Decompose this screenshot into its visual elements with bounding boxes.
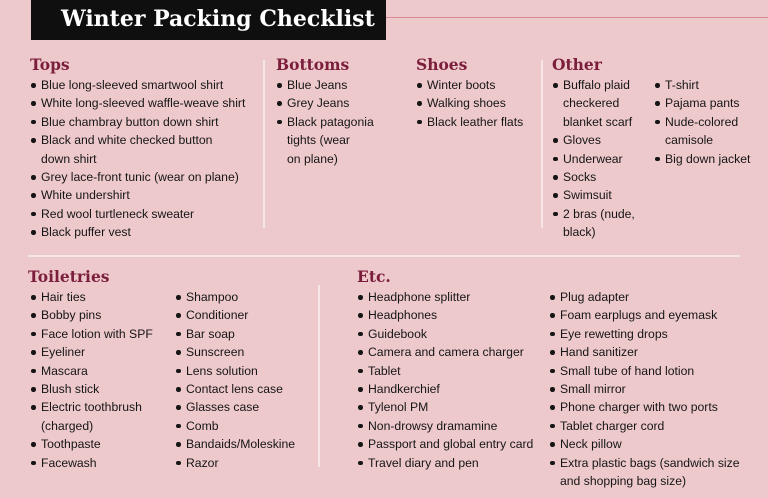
checklist-item-text: Shampoo xyxy=(186,290,239,304)
checklist-item xyxy=(276,113,374,168)
checklist-item-text: Eye rewetting drops xyxy=(560,326,668,341)
checklist-item-text: Bandaids/Moleskine xyxy=(186,437,296,452)
checklist-item xyxy=(654,113,750,150)
checklist-item xyxy=(276,76,374,94)
checklist-item xyxy=(549,343,740,361)
checklist-item xyxy=(30,288,153,306)
checklist-item xyxy=(175,362,295,380)
checklist-item-text: Black puffer vest xyxy=(41,225,131,240)
checklist-item-text: Comb xyxy=(186,418,219,433)
checklist-item-text: Gloves xyxy=(563,133,601,148)
checklist-item xyxy=(549,380,740,398)
checklist-item xyxy=(552,150,635,168)
bottoms-section xyxy=(276,54,374,168)
checklist-item-text: Pajama pants xyxy=(665,96,740,111)
checklist-item xyxy=(549,288,740,306)
etc-list-col2 xyxy=(549,288,740,490)
shoes-section xyxy=(416,54,523,131)
checklist-item xyxy=(552,205,635,242)
checklist-item xyxy=(357,362,533,380)
checklist-item xyxy=(416,113,523,131)
checklist-item-text: Glasses case xyxy=(186,400,260,415)
checklist-item-text: Buffalo plaid xyxy=(563,78,630,92)
checklist-item-text: Small tube of hand lotion xyxy=(560,363,695,378)
checklist-item-text: Swimsuit xyxy=(563,188,612,203)
checklist-item xyxy=(30,306,153,324)
checklist-item-text: Blush stick xyxy=(41,382,100,397)
other-heading: Other xyxy=(552,55,602,74)
checklist-item-text: black) xyxy=(563,225,596,240)
column-divider-3 xyxy=(318,285,320,467)
checklist-item-text: Passport and global entry card xyxy=(368,437,534,452)
checklist-item-text: and shopping bag size) xyxy=(560,474,687,489)
bottoms-heading: Bottoms xyxy=(276,55,350,74)
checklist-item xyxy=(549,306,740,324)
checklist-item-text: Handkerchief xyxy=(368,382,440,397)
checklist-item-text: Camera and camera charger xyxy=(368,345,524,360)
checklist-item-text: Grey lace-front tunic (wear on plane) xyxy=(41,170,239,185)
checklist-item xyxy=(654,150,750,168)
etc-heading: Etc. xyxy=(357,267,391,286)
checklist-item xyxy=(552,76,635,131)
checklist-item-text: Bar soap xyxy=(186,326,235,341)
checklist-item-text: Lens solution xyxy=(186,363,258,378)
checklist-item-text: Toothpaste xyxy=(41,437,101,452)
checklist-item xyxy=(30,131,245,168)
checklist-item-text: Hair ties xyxy=(41,290,86,304)
checklist-item-text: Face lotion with SPF xyxy=(41,326,153,341)
header-divider xyxy=(386,17,768,18)
checklist-item xyxy=(357,454,533,472)
checklist-item-text: Headphone splitter xyxy=(368,290,471,304)
section-divider xyxy=(28,255,740,257)
checklist-item-text: Non-drowsy dramamine xyxy=(368,418,498,433)
checklist-item xyxy=(30,205,245,223)
checklist-item-text: Walking shoes xyxy=(427,96,506,111)
checklist-item-text: Socks xyxy=(563,170,597,185)
checklist-item xyxy=(30,168,245,186)
etc-section xyxy=(357,266,740,489)
checklist-item xyxy=(175,435,295,453)
checklist-item xyxy=(175,454,295,472)
checklist-item-text: Tablet xyxy=(368,363,401,378)
checklist-item-text: Hand sanitizer xyxy=(560,345,638,360)
checklist-item-text: Red wool turtleneck sweater xyxy=(41,206,195,221)
checklist-item-text: White undershirt xyxy=(41,188,130,203)
checklist-item-text: Extra plastic bags (sandwich size xyxy=(560,455,740,470)
checklist-item-text: Headphones xyxy=(368,308,438,323)
checklist-item xyxy=(357,306,533,324)
shoes-list xyxy=(416,76,523,131)
checklist-item-text: Bobby pins xyxy=(41,308,102,323)
checklist-item-text: checkered xyxy=(563,96,620,111)
tops-heading: Tops xyxy=(30,55,70,74)
checklist-item-text: Nude-colored xyxy=(665,114,739,129)
checklist-item-text: Phone charger with two ports xyxy=(560,400,718,415)
checklist-item-text: Small mirror xyxy=(560,382,626,397)
checklist-item-text: Guidebook xyxy=(368,326,427,341)
checklist-item xyxy=(552,131,635,149)
checklist-item xyxy=(416,94,523,112)
toiletries-list-col2 xyxy=(175,288,295,472)
checklist-item xyxy=(30,186,245,204)
checklist-item-text: blanket scarf xyxy=(563,114,633,129)
checklist-item-text: Facewash xyxy=(41,455,97,470)
checklist-item-text: Tylenol PM xyxy=(368,400,429,415)
checklist-item xyxy=(30,76,245,94)
toiletries-heading: Toiletries xyxy=(28,267,110,286)
checklist-item xyxy=(175,343,295,361)
other-list-col1 xyxy=(552,76,635,242)
toiletries-list-col1 xyxy=(30,288,153,472)
checklist-item xyxy=(30,454,153,472)
checklist-item-text: camisole xyxy=(665,133,714,148)
checklist-item-text: Winter boots xyxy=(427,78,496,92)
checklist-item-text: Tablet charger cord xyxy=(560,418,665,433)
checklist-item xyxy=(416,76,523,94)
column-divider-1 xyxy=(263,60,265,228)
checklist-item xyxy=(30,325,153,343)
checklist-item xyxy=(276,94,374,112)
checklist-item-text: Black leather flats xyxy=(427,114,524,129)
other-list-col2 xyxy=(654,76,750,168)
checklist-item-text: T-shirt xyxy=(665,78,699,92)
checklist-item-text: Travel diary and pen xyxy=(368,455,479,470)
checklist-item xyxy=(549,325,740,343)
etc-list-col1 xyxy=(357,288,533,472)
checklist-item xyxy=(30,113,245,131)
checklist-item xyxy=(175,325,295,343)
checklist-item-text: Underwear xyxy=(563,151,623,166)
checklist-item xyxy=(549,398,740,416)
checklist-item-text: Plug adapter xyxy=(560,290,630,304)
checklist-item-text: Sunscreen xyxy=(186,345,245,360)
checklist-item xyxy=(175,417,295,435)
checklist-item xyxy=(552,186,635,204)
checklist-item-text: Black patagonia xyxy=(287,114,374,129)
checklist-item xyxy=(30,398,153,435)
checklist-item xyxy=(357,325,533,343)
checklist-item xyxy=(549,362,740,380)
checklist-item xyxy=(654,76,750,94)
checklist-item xyxy=(30,435,153,453)
checklist-item-text: Contact lens case xyxy=(186,382,283,397)
checklist-item xyxy=(30,343,153,361)
other-section xyxy=(552,54,751,240)
shoes-heading: Shoes xyxy=(416,55,468,74)
checklist-item xyxy=(357,398,533,416)
checklist-item-text: Foam earplugs and eyemask xyxy=(560,308,718,323)
checklist-item xyxy=(357,288,533,306)
checklist-item-text: tights (wear xyxy=(287,133,350,148)
checklist-item xyxy=(175,380,295,398)
checklist-item xyxy=(357,343,533,361)
checklist-item xyxy=(175,398,295,416)
checklist-item-text: Blue chambray button down shirt xyxy=(41,114,219,129)
checklist-item xyxy=(357,435,533,453)
checklist-item xyxy=(549,417,740,435)
checklist-item-text: White long-sleeved waffle-weave shirt xyxy=(41,96,246,111)
bottoms-list xyxy=(276,76,374,168)
checklist-item-text: Neck pillow xyxy=(560,437,622,452)
checklist-item-text: down shirt xyxy=(41,151,97,166)
checklist-item-text: on plane) xyxy=(287,151,338,166)
checklist-item xyxy=(175,306,295,324)
checklist-item xyxy=(30,380,153,398)
checklist-item-text: Blue long-sleeved smartwool shirt xyxy=(41,78,224,92)
checklist-item xyxy=(357,380,533,398)
tops-list xyxy=(30,76,245,242)
checklist-item-text: Conditioner xyxy=(186,308,249,323)
checklist-item-text: Razor xyxy=(186,455,219,470)
checklist-item-text: Electric toothbrush xyxy=(41,400,142,415)
checklist-item xyxy=(175,288,295,306)
checklist-item xyxy=(552,168,635,186)
checklist-item-text: (charged) xyxy=(41,418,94,433)
toiletries-section xyxy=(28,266,296,470)
checklist-item-text: Blue Jeans xyxy=(287,78,348,92)
checklist-item-text: 2 bras (nude, xyxy=(563,206,635,221)
checklist-item xyxy=(549,435,740,453)
checklist-item xyxy=(549,454,740,491)
checklist-item-text: Big down jacket xyxy=(665,151,751,166)
tops-section xyxy=(30,54,245,242)
checklist-item-text: Grey Jeans xyxy=(287,96,350,111)
checklist-item xyxy=(30,362,153,380)
checklist-item-text: Black and white checked button xyxy=(41,133,213,148)
checklist-item xyxy=(357,417,533,435)
column-divider-2 xyxy=(541,60,543,228)
checklist-item xyxy=(30,94,245,112)
checklist-item xyxy=(30,223,245,241)
checklist-item xyxy=(654,94,750,112)
checklist-item-text: Eyeliner xyxy=(41,345,86,360)
checklist-item-text: Mascara xyxy=(41,363,88,378)
page-title: Winter Packing Checklist xyxy=(31,0,386,40)
